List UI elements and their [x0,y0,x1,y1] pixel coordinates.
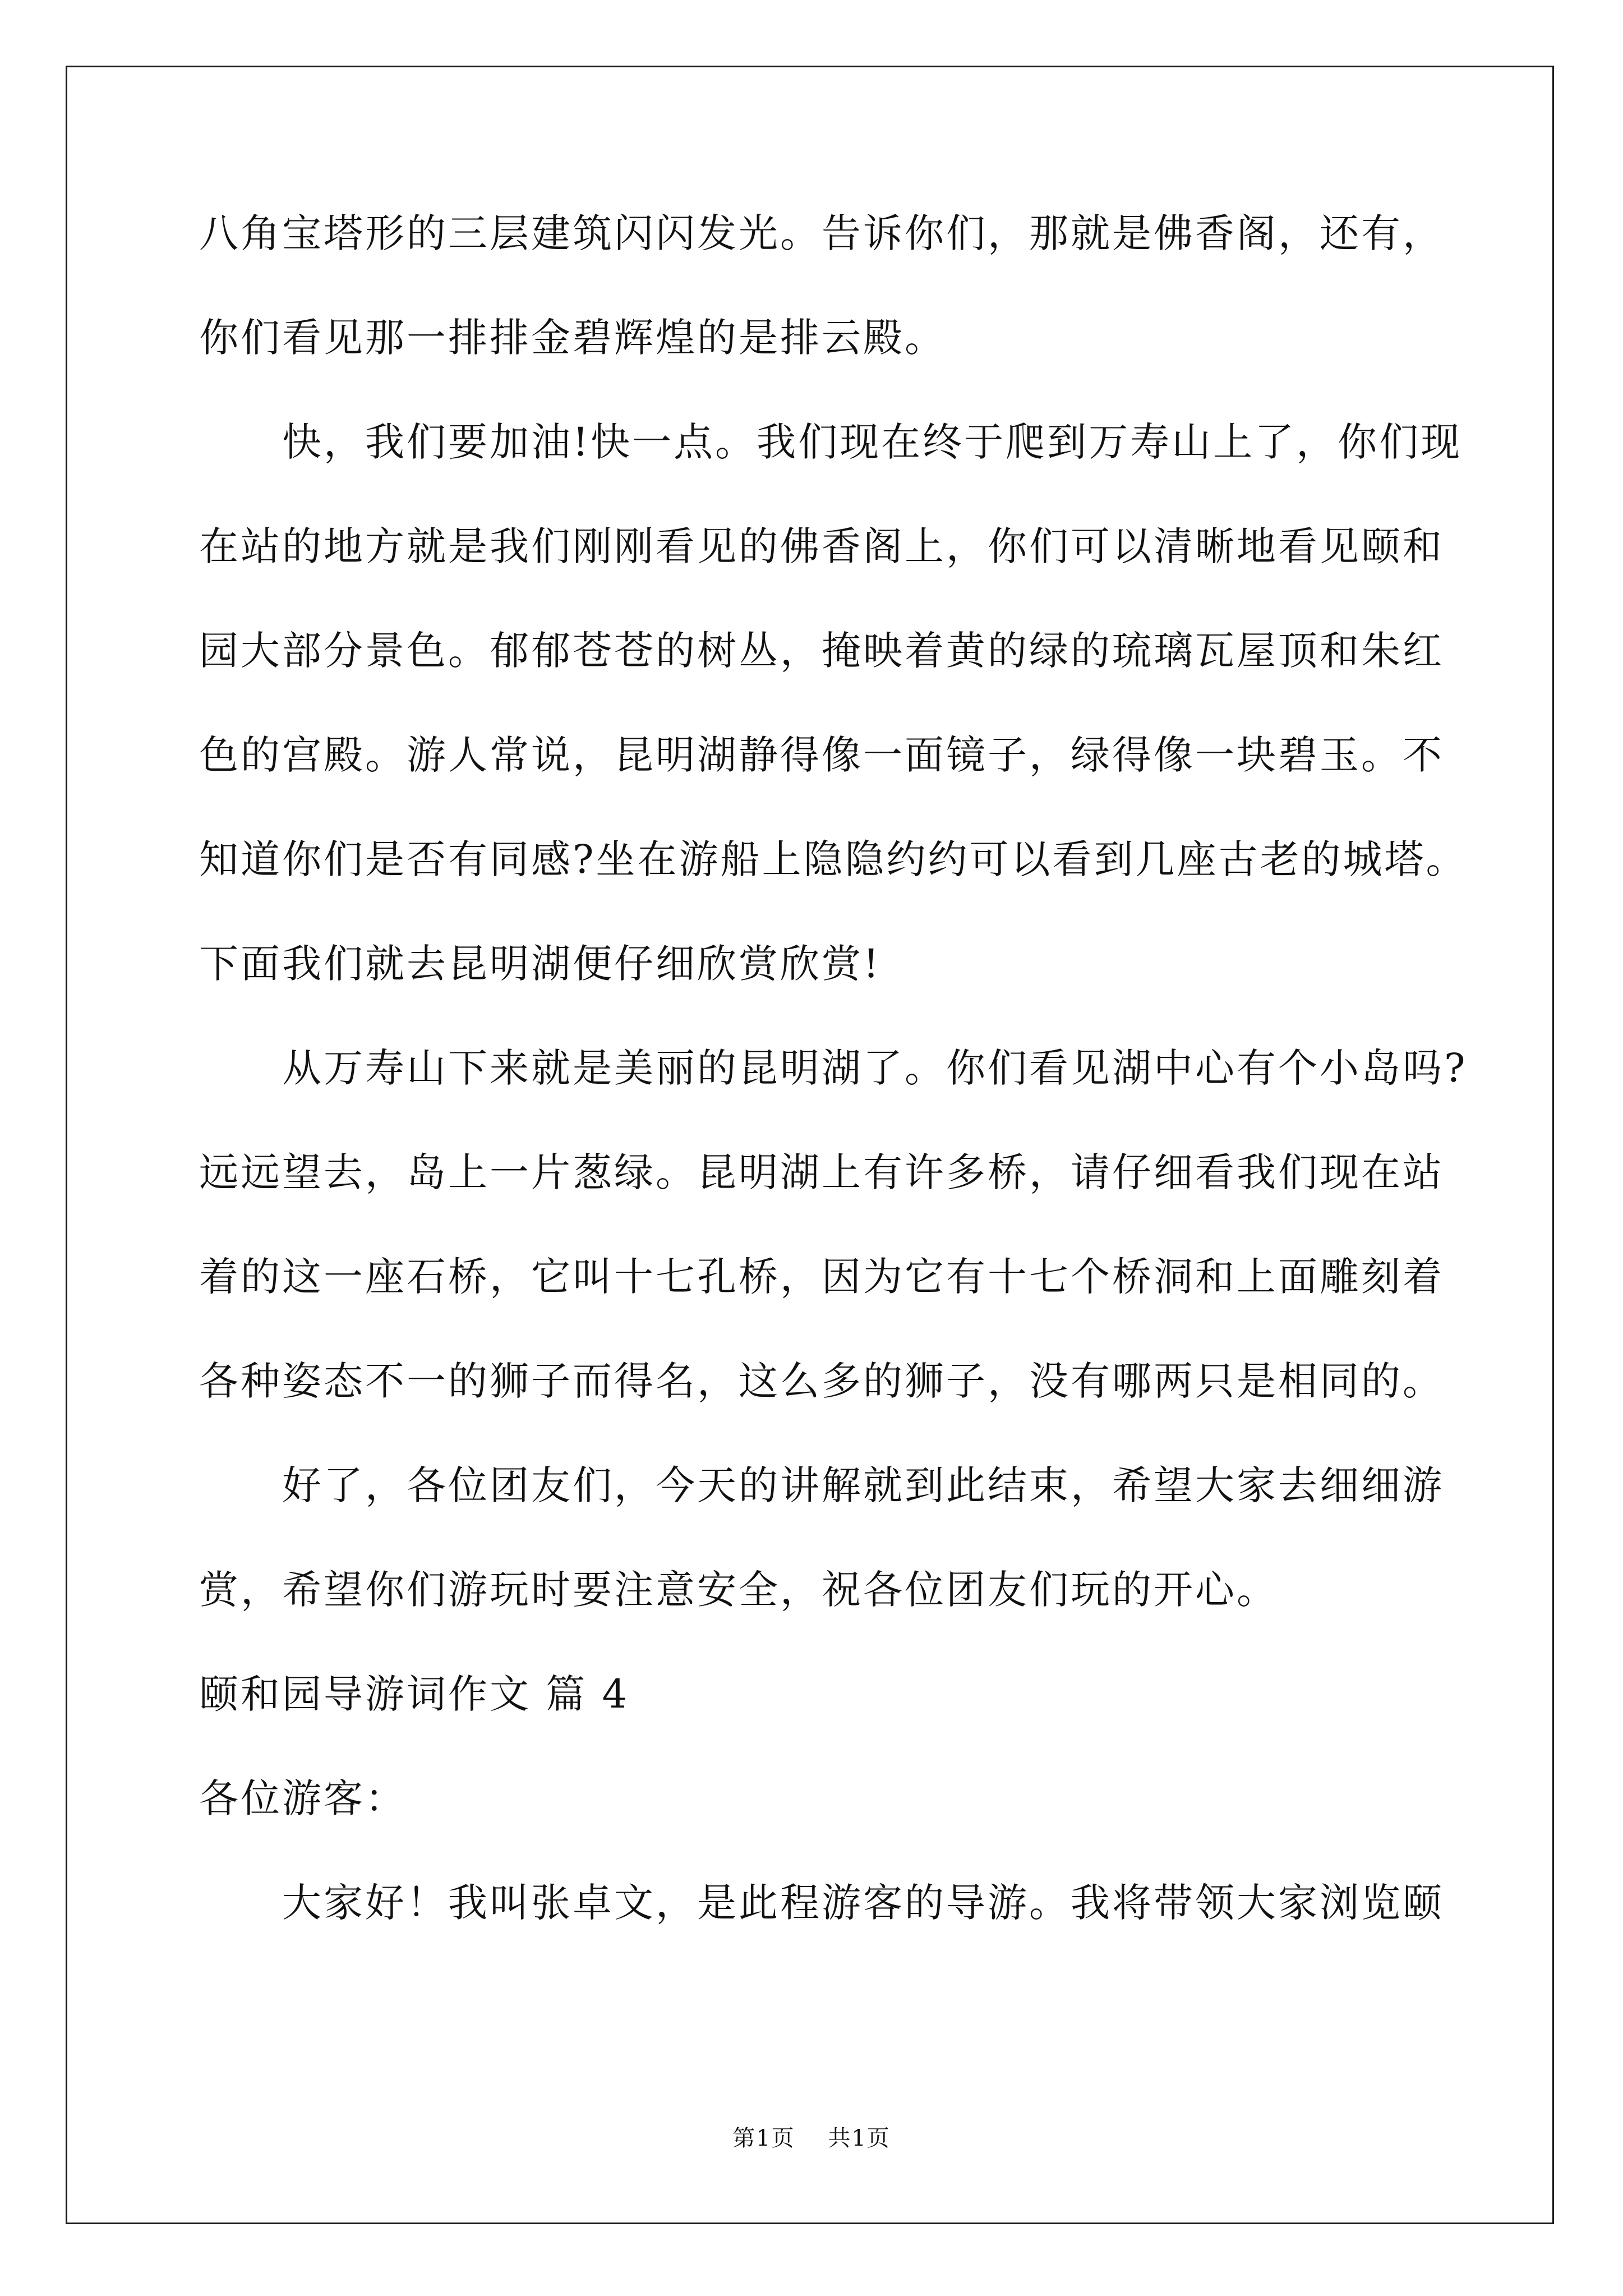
document-body [199,181,1468,1955]
page-footer [0,2120,1623,2152]
paragraph-start-line: 快，我们要加油!快一点。我们现在终于爬到万寿山上了，你们现 [282,419,1463,465]
paragraph-start-line: 大家好！我叫张卓文，是此程游客的导游。我将带领大家浏览颐 [282,1880,1444,1926]
text-line: 着的这一座石桥，它叫十七孔桥，因为它有十七个桥洞和上面雕刻着 [199,1254,1444,1300]
salutation: 各位游客： [199,1775,407,1821]
text-line: 园大部分景色。郁郁苍苍的树丛，掩映着黄的绿的琉璃瓦屋顶和朱红 [199,628,1444,674]
text-line: 赏，希望你们游玩时要注意安全，祝各位团友们玩的开心。 [199,1567,1278,1613]
paragraph-start-line: 从万寿山下来就是美丽的昆明湖了。你们看见湖中心有个小岛吗? [282,1045,1468,1091]
text-line: 知道你们是否有同感?坐在游船上隐隐约约可以看到几座古老的城塔。 [199,836,1468,882]
page-number: 第1页 [732,2125,795,2151]
text-line: 你们看见那一排排金碧辉煌的是排云殿。 [199,315,946,361]
text-line: 八角宝塔形的三层建筑闪闪发光。告诉你们，那就是佛香阁，还有， [199,210,1444,256]
page-total: 共1页 [828,2125,891,2151]
text-line: 远远望去，岛上一片葱绿。昆明湖上有许多桥，请仔细看我们现在站 [199,1149,1444,1195]
section-heading: 颐和园导游词作文 篇 4 [199,1671,630,1717]
text-line: 各种姿态不一的狮子而得名，这么多的狮子，没有哪两只是相同的。 [199,1358,1444,1404]
text-line: 在站的地方就是我们刚刚看见的佛香阁上，你们可以清晰地看见颐和 [199,523,1444,569]
text-line: 下面我们就去昆明湖便仔细欣赏欣赏! [199,941,882,987]
text-line: 色的宫殿。游人常说，昆明湖静得像一面镜子，绿得像一块碧玉。不 [199,732,1444,778]
paragraph-start-line: 好了，各位团友们，今天的讲解就到此结束，希望大家去细细游 [282,1462,1444,1508]
